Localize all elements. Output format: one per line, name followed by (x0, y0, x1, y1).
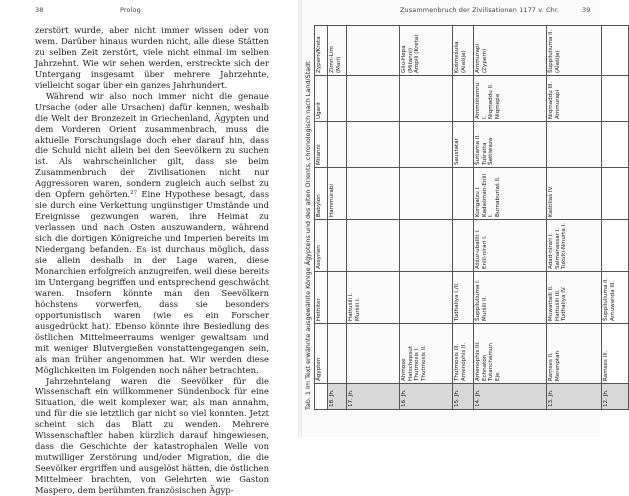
table-cell: Ammištamru I. Niqmaddu II. Niqmepa (474, 76, 547, 122)
century-cell: 13. Jh. (547, 384, 602, 410)
table-cell (328, 324, 347, 384)
table-cell (602, 220, 629, 272)
table-row (474, 26, 547, 410)
table-cell (400, 168, 453, 220)
header-cell: Ägypten (315, 324, 328, 384)
table-cell: Niqmaddu III. Ammurapi (547, 76, 602, 122)
table-header-row (315, 26, 328, 410)
header-cell (315, 384, 328, 410)
left-running-head: Prolog (120, 6, 141, 14)
table-cell (328, 220, 347, 272)
header-cell: Babylon (315, 168, 328, 220)
table-cell (328, 76, 347, 122)
table-cell: Ramses II. Merenptah (547, 324, 602, 384)
paragraph-3: Jahrzehntelang waren die Seevölker für die Wissenschaft ein willkommener Sündenbock für eine Situation, die weit komplexer war, als man annahm, und für die sie letztlich gar nicht so viel konnten. Jetzt scheint sich das Blatt zu wenden. Mehrere Wissenschaftler haben kürzlich darauf hingewiesen, dass die Geschichte der katastrophalen Welle von mutwilliger Zerstörung und/oder Migration, die die Seevölker ergriffen und ausgelöst hätten, die östlichen Mittelmeer brachten, von Gelehrten wie Gaston Maspero, dem berühmten französischen Ägyp- (35, 375, 269, 496)
table-caption: Tab. 1 Im Text erwähnte ausgewählte Könige Ägyptens und des alten Orients, chronologisch nach Land/Stadt (304, 61, 312, 410)
century-cell: 12. Jh. (602, 384, 629, 410)
table-cell: Ahmose Hatschepsut Thutmosis I. Thutmosis II. (400, 324, 453, 384)
table-cell: Kušmešuša (Alašija) (453, 26, 474, 76)
table-cell: Hammurabi (328, 168, 347, 220)
paragraph-2: Während wir also noch immer nicht die genaue Ursache (oder alle Ursachen) dafür kennen, weshalb die Welt der Bronzezeit in Griechenland, Ägypten und dem Vorderen Orient zusammenbrach, muss die aktuelle Forschungslage doch eher darauf hin, dass die Schuld nicht allein bei den Seevölkern zu suchen ist. Als wahrscheinlicher gilt, dass sie beim Zusammenbruch der Zivilisationen nicht nur Aggressoren waren, sondern zugleich auch selbst zu den Opfern gehörten.²⁷ Eine Hypothese besagt, dass sie durch eine Verkettung ungünstiger Umstände und Ereignisse gezwungen waren, ihre Heimat zu verlassen und nach Osten auszuwandern, während sich die dortigen Königreiche und Imperien bereits im Niedergang befanden. Es ist durchaus möglich, dass sie allein deshalb in der Lage waren, diese Monarchien erfolgreich anzugreifen, weil diese bereits im Untergang begriffen und entsprechend geschwächt waren. Insofern könnte man den Seevölkern höchstens vorwerfen, dass sie besonders opportunistisch waren (wie es ein Forscher ausgedrückt hat). Ebenso könnte ihre Besiedlung des östlichen Mittelmeerraums weniger gewaltsam und mit weniger Blutvergießen vonstattengegangen sein, als man früher angenommen hat. Wir werden diese Möglichkeiten im Folgenden noch näher betrachten. (35, 90, 269, 375)
table-cell: Muwattalli II. Hattušili III. Tudhaliya IV. (547, 272, 602, 324)
table-cell (400, 220, 453, 272)
century-cell: 18. Jh. (328, 384, 347, 410)
header-cell: Mitanni (315, 122, 328, 168)
table-cell: Šuppiluliuma II. Arnuwanda III. (602, 272, 629, 324)
table-cell (453, 168, 474, 220)
table-row (602, 26, 629, 410)
table-cell: Thutmosis III. Amenophis II. (453, 324, 474, 384)
table-cell: Hattušili I. Muršili I. (347, 272, 400, 324)
header-cell: Hethiter (315, 272, 328, 324)
table-cell (328, 272, 347, 324)
table-cell (602, 168, 629, 220)
table-cell: Šuttarna II. Tušratta Šattiwaza (474, 122, 547, 168)
table-cell: Tudhaliya I./II. (453, 272, 474, 324)
century-cell: 16. Jh. (400, 384, 453, 410)
table-cell: Amenophis III. Echnaton Tutanchamun Eje (474, 324, 547, 384)
table-cell: Kurigalzu I. Kadašman-Enlil I. Burnaburiaš II. (474, 168, 547, 220)
table-cell (547, 122, 602, 168)
table-cell (347, 26, 400, 76)
table-cell (347, 220, 400, 272)
century-cell: 15. Jh. (453, 384, 474, 410)
table-cell: Šuppiluliuma I. Muršili II. (474, 272, 547, 324)
table-cell (400, 76, 453, 122)
table-cell (602, 76, 629, 122)
right-page-number: 39 (582, 6, 591, 14)
table-cell (453, 220, 474, 272)
table-cell: Saustatar (453, 122, 474, 168)
table-cell (400, 122, 453, 168)
table-cell (602, 122, 629, 168)
header-cell: Zypern/Kreta (315, 26, 328, 76)
table-cell: Kaštiliaš IV. (547, 168, 602, 220)
table-cell: Zimri-Lim (Mari) (328, 26, 347, 76)
table-cell: Ramses III. (602, 324, 629, 384)
table-cell (347, 122, 400, 168)
table-cell (347, 168, 400, 220)
left-page (0, 0, 300, 496)
right-running-head: Zusammenbruch der Zivilisationen 1177 v. Chr. (400, 6, 560, 14)
table-cell (328, 122, 347, 168)
table-cell (400, 272, 453, 324)
table-cell (602, 26, 629, 76)
table-row (400, 26, 453, 410)
table-cell: Gilu-Hepa (Mitanni) Ampili (Kreta) (400, 26, 453, 76)
table-cell (347, 76, 400, 122)
header-cell: Ugarit (315, 76, 328, 122)
table-cell: Ammurapi (Zypern) (474, 26, 547, 76)
table-cell (453, 76, 474, 122)
body-text (35, 25, 269, 496)
rotated-table-block (303, 26, 616, 410)
table-row (328, 26, 347, 410)
table-cell: Aššur-uballit I. Enlil-nirari I. (474, 220, 547, 272)
century-cell: 14. Jh. (474, 384, 547, 410)
table-row (453, 26, 474, 410)
book-gutter (298, 0, 302, 437)
left-page-number: 38 (35, 6, 44, 14)
header-cell: Assyrien (315, 220, 328, 272)
kings-table (314, 25, 629, 410)
century-cell: 17. Jh. (347, 384, 400, 410)
table-cell: Adad-nirari I. Salmanassar I. Tukulti-Ninurta I. (547, 220, 602, 272)
table-row (347, 26, 400, 410)
table-row (547, 26, 602, 410)
paragraph-1: zerstört wurde, aber nicht immer wissen oder von wem. Darüber hinaus wurden nicht, alle diese Stätten zu selben Zeit zerstört, viele nicht einmal im selben Jahrzehnt. Wie wir sehen werden, erstreckte sich der Untergang insgesamt über mehrere Jahrzehnte, vielleicht sogar über ein ganzes Jahrhundert. (35, 25, 269, 90)
table-cell (347, 324, 400, 384)
table-cell: Šuppiluliuma II. (Alašija) (547, 26, 602, 76)
